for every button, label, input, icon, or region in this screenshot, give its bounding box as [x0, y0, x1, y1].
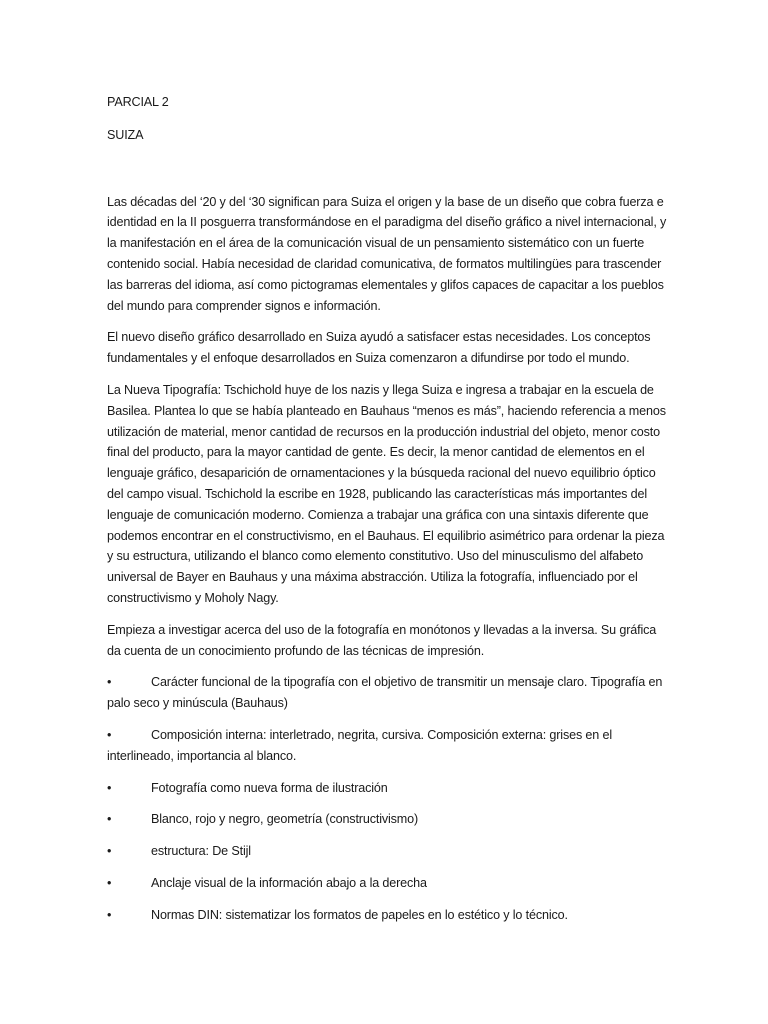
bullet-item [107, 841, 667, 862]
bullet-icon: • [107, 812, 112, 827]
bullet-text: Normas DIN: sistematizar los formatos de papeles en lo estético y lo técnico. [151, 907, 568, 922]
bullet-item [107, 778, 667, 799]
bullet-text: Anclaje visual de la información abajo a la derecha [151, 875, 427, 890]
document-heading-parcial: PARCIAL 2 [107, 95, 169, 109]
bullet-text: Blanco, rojo y negro, geometría (constructivismo) [151, 812, 419, 827]
paragraph: Las décadas del ‘20 y del ‘30 significan para Suiza el origen y la base de un diseño que cobra fuerza e identidad en la II posguerra transformándose en el paradigma del diseño gráfico a nivel internacional, y la manifestación en el área de la comunicación visual de un pensamiento sistemático con un fuerte contenido social. Había necesidad de claridad comunicativa, de formatos multilingües para trascender las barreras del idioma, así como pictogramas elementales y glifos capaces de capacitar a los pueblos del mundo para comprender signos e información. [107, 194, 667, 313]
paragraph: El nuevo diseño gráfico desarrollado en Suiza ayudó a satisfacer estas necesidades. Los conceptos fundamentales y el enfoque desarrollados en Suiza comenzaron a difundirse por todo el mundo. [107, 330, 651, 366]
document-heading-suiza: SUIZA [107, 127, 144, 142]
paragraph: La Nueva Tipografía: Tschichold huye de los nazis y llega Suiza e ingresa a trabajar en la escuela de Basilea. Plantea lo que se había planteado en Bauhaus “menos es más”, haciendo referencia a menos utilización de material, menor cantidad de recursos en la producción industrial del objeto, menor costo final del producto, para la mayor cantidad de gente. Es decir, la menor cantidad de elementos en el lenguaje gráfico, desaparición de ornamentaciones y la búsqueda racional del nuevo equilibrio óptico del campo visual. Tschichold la escribe en 1928, publicando las características más importantes del lenguaje de comunicación moderno. Comienza a trabajar una gráfica con una sintaxis diferente que podemos encontrar en el constructivismo, en el Bauhaus. El equilibrio asimétrico para ordenar la pieza y su estructura, utilizando el blanco como elemento constitutivo. Uso del minusculismo del alfabeto universal de Bayer en Bauhaus y una máxima abstracción. Utiliza la fotografía, influenciado por el constructivismo y Moholy Nagy. [107, 382, 666, 605]
bullet-icon: • [107, 675, 112, 690]
bullet-text: Fotografía como nueva forma de ilustración [151, 780, 388, 795]
bullet-icon: • [107, 875, 112, 890]
bullet-icon: • [107, 907, 112, 922]
paragraph: Empieza a investigar acerca del uso de la fotografía en monótonos y llevadas a la inversa. Su gráfica da cuenta de un conocimiento profundo de las técnicas de impresión. [107, 622, 657, 658]
bullet-icon: • [107, 727, 112, 742]
bullet-item [107, 905, 667, 926]
bullet-item [107, 725, 667, 767]
bullet-item [107, 809, 667, 830]
bullet-icon: • [107, 780, 112, 795]
document-page [107, 92, 667, 937]
bullet-item [107, 672, 667, 714]
bullet-text: estructura: De Stijl [151, 844, 251, 859]
bullet-text: Composición interna: interletrado, negrita, cursiva. Composición externa: grises en el interlineado, importancia al blanco. [107, 727, 612, 763]
bullet-text: Carácter funcional de la tipografía con el objetivo de transmitir un mensaje claro. Tipografía en palo seco y minúscula (Bauhaus) [107, 675, 663, 711]
bullet-icon: • [107, 844, 112, 859]
bullet-item [107, 873, 667, 894]
